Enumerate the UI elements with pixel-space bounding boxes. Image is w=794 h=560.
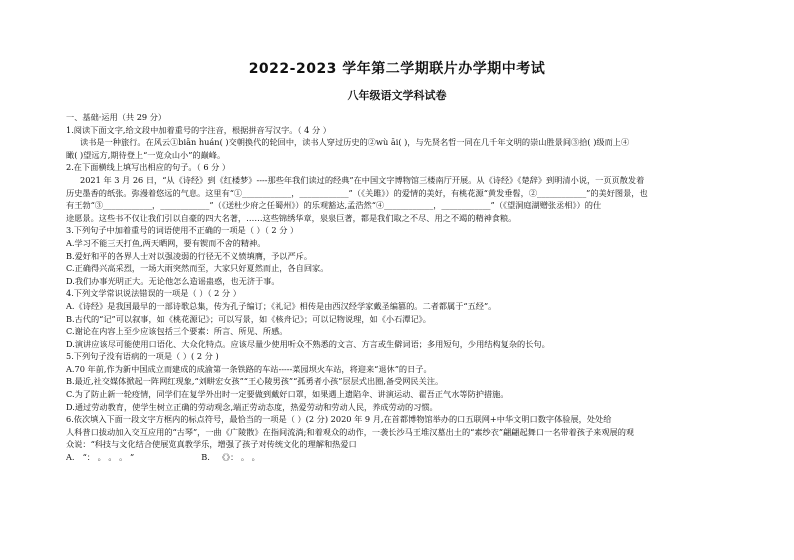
question-2-passage-cont: 途愿景。这些书不仅让我们引以自豪的四大名著，……这些锦绣华章，泉泉巨著，都是我们取之不尽、用之不竭的精神食粮。 <box>66 212 517 223</box>
question-5-option-c: C.为了防止新一轮疫情，同学们在复学外出时一定要做到戴好口罩，如果遇上遗陷伞、讲演运动、翟吾正气水等防护措施。 <box>66 389 509 400</box>
question-6-options <box>66 451 786 464</box>
question-4-option-c: C.谢论在内容上至少应该包括三个要素：所言、所见、所感。 <box>66 326 288 337</box>
question-5: 5.下列句子没有语病的一项是（ ）( 2 分 ) <box>66 351 219 362</box>
question-1-passage: 读书是一种旅行。在风云①biān huán( )交朝换代的轮回中，读书人穿过历史的②wù āi( )，与先贤名哲一同在几千年文明的崇山胜景间③拾( )级而上④ <box>80 137 630 148</box>
option-b-letter: B. <box>201 452 210 463</box>
question-2-passage: 2021 年 3 月 26 日，“从《诗经》到《红楼梦》----那些年我们读过的经典”在中国文字博物馆三楼南厅开展。从《诗经》《楚辞》到明清小说，一页页散发着 <box>80 174 645 185</box>
question-2: 2.在下面横线上填写出相应的句子。（ 6 分 ） <box>66 162 231 173</box>
question-3-option-d: D.我们办事光明正大。无论他怎么造谣蛊惑，也无济于事。 <box>66 275 280 286</box>
option-a-text: “： 。 。 。 ” <box>82 452 135 463</box>
exam-title: 2022-2023 学年第二学期联片办学期中考试 <box>248 61 546 77</box>
question-3-option-a: A.学习不能三天打鱼,两天晒网，要有锲而不舍的精神。 <box>66 237 266 248</box>
option-b-text: 《》： 。 。 <box>217 452 260 463</box>
question-2-passage-cont: 历史墨香的纸张。弥漫着悠远的气息。这里有“①____________，____________”（《关雎》）的爱情的美好，有桃花源“黄发垂髫，②____________”的美好图景，也 <box>66 187 648 198</box>
question-1: 1.阅读下面文字,给文段中加着重号的字注音，根据拼音写汉字。（ 4 分 ） <box>66 124 331 135</box>
question-5-option-d: D.通过劳动教育，使学生树立正确的劳动观念,端正劳动态度，热爱劳动和劳动人民，养成劳动的习惯。 <box>66 401 438 412</box>
question-2-passage-cont: 有王勃“③____________，____________”（《送杜少府之任蜀州》）的乐观豁达,孟浩然“④____________，____________”（《望洞庭湖赠张丞相》）的仕 <box>66 200 602 211</box>
question-4-option-a: A.《诗经》是我国最早的一部诗歌总集，传为孔子编订；《礼记》相传是由西汉经学家戴圣编篡的。二者都属于“五经”。 <box>66 300 497 311</box>
question-6-passage: 人科普口拔动加入交互应用的“古琴”，一曲《广陵散》在指间流淌;和着观众的动作，一袭长沙马王堆汉墓出土的“素纱衣”翩翩起舞口一名带着孩子来观展的观 <box>66 426 635 437</box>
question-5-option-b: B.最近,社交媒体掀起一阵网红现象,“刘畊宏女孩”“王心陵男孩”“孤勇者小孩”层层式出圈,备受网民关注。 <box>66 376 444 387</box>
question-3-option-c: C.正确得兴高采烈，一场大雨突然而至，大家只好夏然而止，各自回家。 <box>66 263 329 274</box>
question-4-option-b: B.古代的“记”可以叙事，如《桃花源记》；可以写景，如《核舟记》；可以记物说理，如《小石潭记》。 <box>66 313 431 324</box>
exam-subtitle: 八年级语文学科试卷 <box>347 89 447 102</box>
question-1-passage-cont: 瞰( )望远方,期待登上“一览众山小”的巅峰。 <box>66 149 226 160</box>
question-5-option-a: A.70 年前,作为新中国成立而建成的成渝第一条铁路的车站-----菜园坝火车站，将迎来“退休”的日子。 <box>66 363 432 374</box>
section-heading: 一、基础·运用（共 29 分） <box>66 112 167 122</box>
option-a-letter: A. <box>66 452 75 463</box>
question-6-passage-cont: 众说：“科技与文化结合使展览真教学乐，增强了孩子对传统文化的理解和热爱口 <box>66 439 357 450</box>
question-4: 4.下列文学常识说法错误的一项是（ ）（ 2 分 ） <box>66 288 241 299</box>
question-6: 6.依次填入下面一段文字方框内的标点符号，最恰当的一项是（ ）(2 分) 2020 年 9 月,在首都博物馆举办的口五联网+中华文明口数字体验展，处处给 <box>66 414 612 425</box>
exam-body <box>66 111 786 464</box>
question-4-option-d: D.演讲应该尽可能使用口语化、大众化特点。应该尽量少使用听众不熟悉的文言、方言或生僻词语；多用短句，少用结构复杂的长句。 <box>66 338 550 349</box>
question-3-option-b: B.爱好和平的各界人士对以强凌弱的行径无不义愤填膺，予以严斥。 <box>66 250 313 261</box>
question-3: 3.下列句子中加着重号的词语使用不正确的一项是（ ）（ 2 分 ） <box>66 225 299 236</box>
